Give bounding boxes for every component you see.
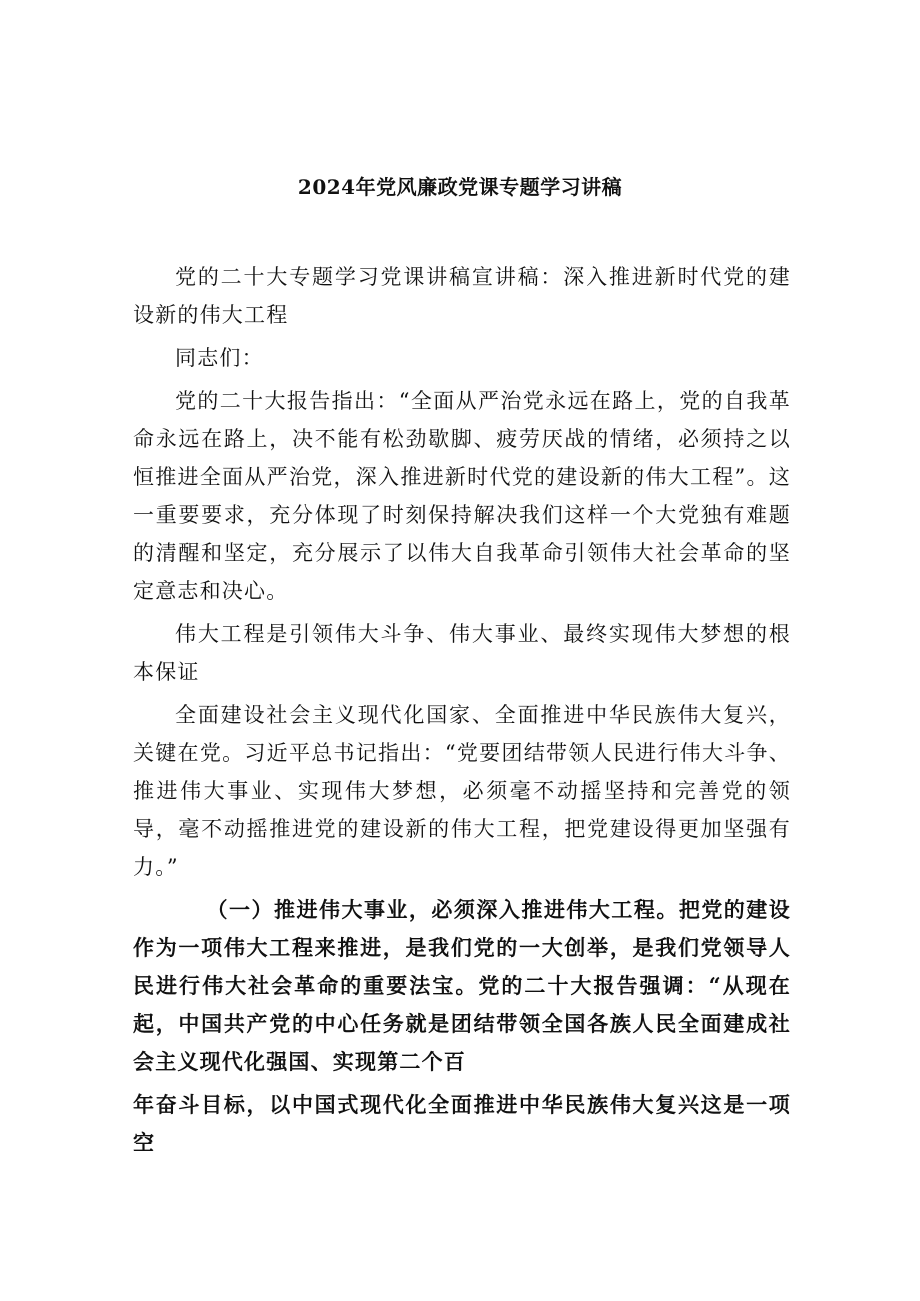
salutation: 同志们： bbox=[175, 346, 264, 370]
body-paragraph: 党的二十大报告指出：“全面从严治党永远在路上，党的自我革命永远在路上，决不能有松劲歇脚、疲劳厌战的情绪，必须持之以恒推进全面从严治党，深入推进新时代党的建设新的伟大工程”。这一重要要求，充分体现了时刻保持解决我们这样一个大党独有难题的清醒和坚定，充分展示了以伟大自我革命引领伟大社会革命的坚定意志和决心。 bbox=[133, 389, 791, 603]
body-paragraph: 全面建设社会主义现代化国家、全面推进中华民族伟大复兴，关键在党。习近平总书记指出：“党要团结带领人民进行伟大斗争、推进伟大事业、实现伟大梦想，必须毫不动摇坚持和完善党的领导，毫不动摇推进党的建设新的伟大工程，把党建设得更加坚强有力。” bbox=[133, 703, 791, 879]
subtitle-paragraph: 党的二十大专题学习党课讲稿宣讲稿：深入推进新时代党的建设新的伟大工程 bbox=[133, 265, 791, 327]
bold-continuation-paragraph: 年奋斗目标，以中国式现代化全面推进中华民族伟大复兴这是一项空 bbox=[133, 1092, 791, 1155]
section-heading-paragraph: 伟大工程是引领伟大斗争、伟大事业、最终实现伟大梦想的根本保证 bbox=[133, 622, 791, 684]
bold-section-paragraph: （一）推进伟大事业，必须深入推进伟大工程。把党的建设作为一项伟大工程来推进，是我们党的一大创举，是我们党领导人民进行伟大社会革命的重要法宝。党的二十大报告强调：“从现在起，中国共产党的中心任务就是团结带领全国各族人民全面建成社会主义现代化强国、实现第二个百 bbox=[133, 897, 791, 1074]
document-title: 2024年党风廉政党课专题学习讲稿 bbox=[297, 175, 623, 199]
document-body bbox=[133, 258, 791, 1167]
